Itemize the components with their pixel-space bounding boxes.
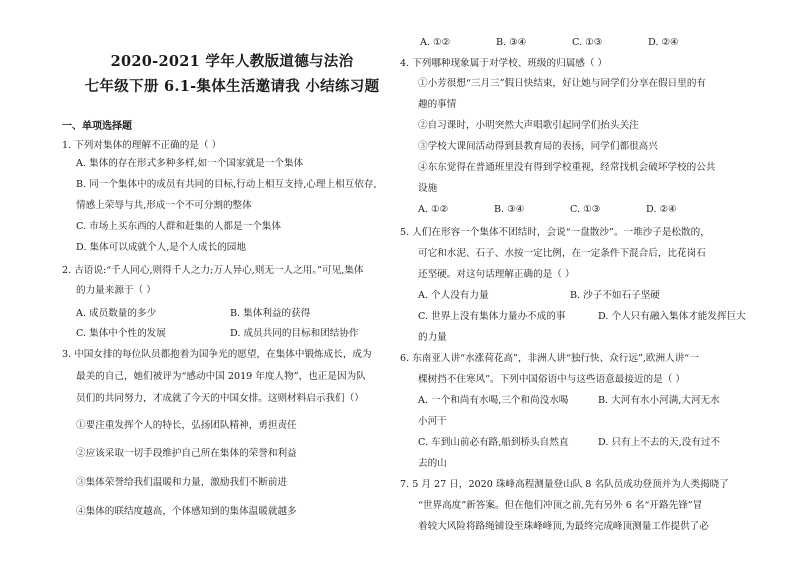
q5-option-d-line2: 的力量 — [418, 332, 447, 343]
q4-option-d: D. ②④ — [646, 204, 677, 215]
q6-stem-line2: 棵树挡不住寒风”。下列中国俗语中与这些语意最接近的是（ ） — [418, 374, 685, 385]
q3-stem-line1: 3. 中国女排的每位队员都抱着为国争光的愿望，在集体中锻炼成长，成为 — [62, 349, 372, 360]
q2-option-b: B. 集体利益的获得 — [230, 308, 311, 319]
q6-stem-line1: 6. 东南亚人讲“水涨荷花高”，非洲人讲“独行快、众行远”,欧洲人讲“一 — [400, 353, 699, 364]
q3-option-b: B. ③④ — [496, 37, 527, 48]
q4-statement-3: ③学校大课间活动得到县教育局的表扬，同学们都很高兴 — [418, 141, 658, 152]
q5-option-b: B. 沙子不如石子坚硬 — [570, 290, 660, 301]
q5-option-a: A. 个人没有力量 — [418, 290, 489, 301]
q1-stem: 1. 下列对集体的理解不正确的是（ ） — [62, 140, 222, 151]
q1-option-c: C. 市场上买东西的人群和赶集的人都是一个集体 — [76, 221, 281, 232]
q2-option-a: A. 成员数量的多少 — [76, 308, 157, 319]
q4-statement-1b: 趣的事情 — [418, 99, 457, 110]
q4-statement-2: ②自习课时，小明突然大声唱歌引起同学们抬头关注 — [418, 120, 639, 131]
q7-stem-line2: “世界高度”新答案。但在他们冲顶之前,先有另外 6 名“开路先锋”冒 — [418, 500, 703, 511]
q6-option-a: A. 一个和尚有水喝,三个和尚没水喝 — [418, 395, 569, 406]
q3-stem-line2: 最美的自己，她们被评为“感动中国 2019 年度人物”，也正是因为队 — [76, 371, 366, 382]
q4-statement-1a: ①小芳很想“三月三”假日快结束，好让她与同学们分享在假日里的有 — [418, 78, 707, 89]
q3-option-a: A. ①② — [420, 37, 451, 48]
q6-option-b-line1: B. 大河有水小河满,大河无水 — [598, 395, 720, 406]
q6-option-d-line1: D. 只有上不去的天,没有过不 — [598, 437, 721, 448]
q3-statement-3: ③集体荣誉给我们温暖和力量，激励我们不断前进 — [76, 477, 288, 488]
q3-option-d: D. ②④ — [648, 37, 679, 48]
q3-statement-4: ④集体的联结度越高，个体感知到的集体温暖就越多 — [76, 506, 297, 517]
q4-stem: 4. 下列哪种现象属于对学校、班级的归属感（ ） — [400, 58, 608, 69]
q6-option-b-line2: 小河干 — [418, 416, 447, 427]
document-title-line2: 七年级下册 6.1-集体生活邀请我 小结练习题 — [84, 78, 380, 95]
q5-stem-line2: 可它和水泥、石子、水按一定比例，在一定条件下混合后，比花岗石 — [418, 248, 706, 259]
q1-option-b-line2: 情感上荣辱与共,形成一个不可分割的整体 — [76, 200, 252, 211]
q7-stem-line3: 着较大风险将路绳铺设至珠峰峰顶,为最终完成峰顶测量工作提供了必 — [418, 521, 709, 532]
q4-option-b: B. ③④ — [494, 204, 525, 215]
q1-option-a: A. 集体的存在形式多种多样,如一个国家就是一个集体 — [76, 158, 304, 169]
q5-stem-line1: 5. 人们在形容一个集体不团结时，会说“一盘散沙”。一堆沙子是松散的， — [400, 227, 710, 238]
q2-stem-line2: 的力量来源于（ ） — [76, 285, 156, 296]
q6-option-d-line2: 去的山 — [418, 458, 447, 469]
q4-statement-4a: ④东东觉得在普通班里没有得到学校重视，经常找机会破坏学校的公共 — [418, 162, 716, 173]
q1-option-b-line1: B. 同一个集体中的成员有共同的目标,行动上相互支持,心理上相互依存, — [76, 179, 377, 190]
q5-option-c: C. 世界上没有集体力量办不成的事 — [418, 311, 566, 322]
q5-stem-line3: 还坚硬。对这句话理解正确的是（ ） — [418, 269, 575, 280]
q3-option-c: C. ①③ — [572, 37, 603, 48]
q4-option-c: C. ①③ — [570, 204, 601, 215]
section-heading: 一、单项选择题 — [62, 121, 132, 132]
q4-statement-4b: 设施 — [418, 183, 438, 194]
q6-option-c: C. 车到山前必有路,船到桥头自然直 — [418, 437, 569, 448]
q2-option-d: D. 成员共同的目标和团结协作 — [230, 328, 359, 339]
q3-statement-1: ①要注重发挥个人的特长，弘扬团队精神，勇担责任 — [76, 420, 297, 431]
q3-statement-2: ②应该采取一切手段维护自己所在集体的荣誉和利益 — [76, 448, 297, 459]
document-title-line1: 2020-2021 学年人教版道德与法治 — [110, 53, 354, 70]
q4-option-a: A. ①② — [418, 204, 449, 215]
q3-stem-line3: 员们的共同努力，才成就了今天的中国女排。这则材料启示我们（） — [76, 393, 364, 404]
q2-option-c: C. 集体中个性的发展 — [76, 328, 166, 339]
q7-stem-line1: 7. 5 月 27 日，2020 珠峰高程测量登山队 8 名队员成功登顶并为人类揭晓了 — [400, 479, 729, 490]
q2-stem-line1: 2. 古语说:“千人同心,则得千人之力;万人异心,则无一人之用。”可见,集体 — [62, 265, 364, 276]
q1-option-d: D. 集体可以成就个人,是个人成长的园地 — [76, 242, 246, 253]
q5-option-d-line1: D. 个人只有融入集体才能发挥巨大 — [598, 311, 746, 322]
